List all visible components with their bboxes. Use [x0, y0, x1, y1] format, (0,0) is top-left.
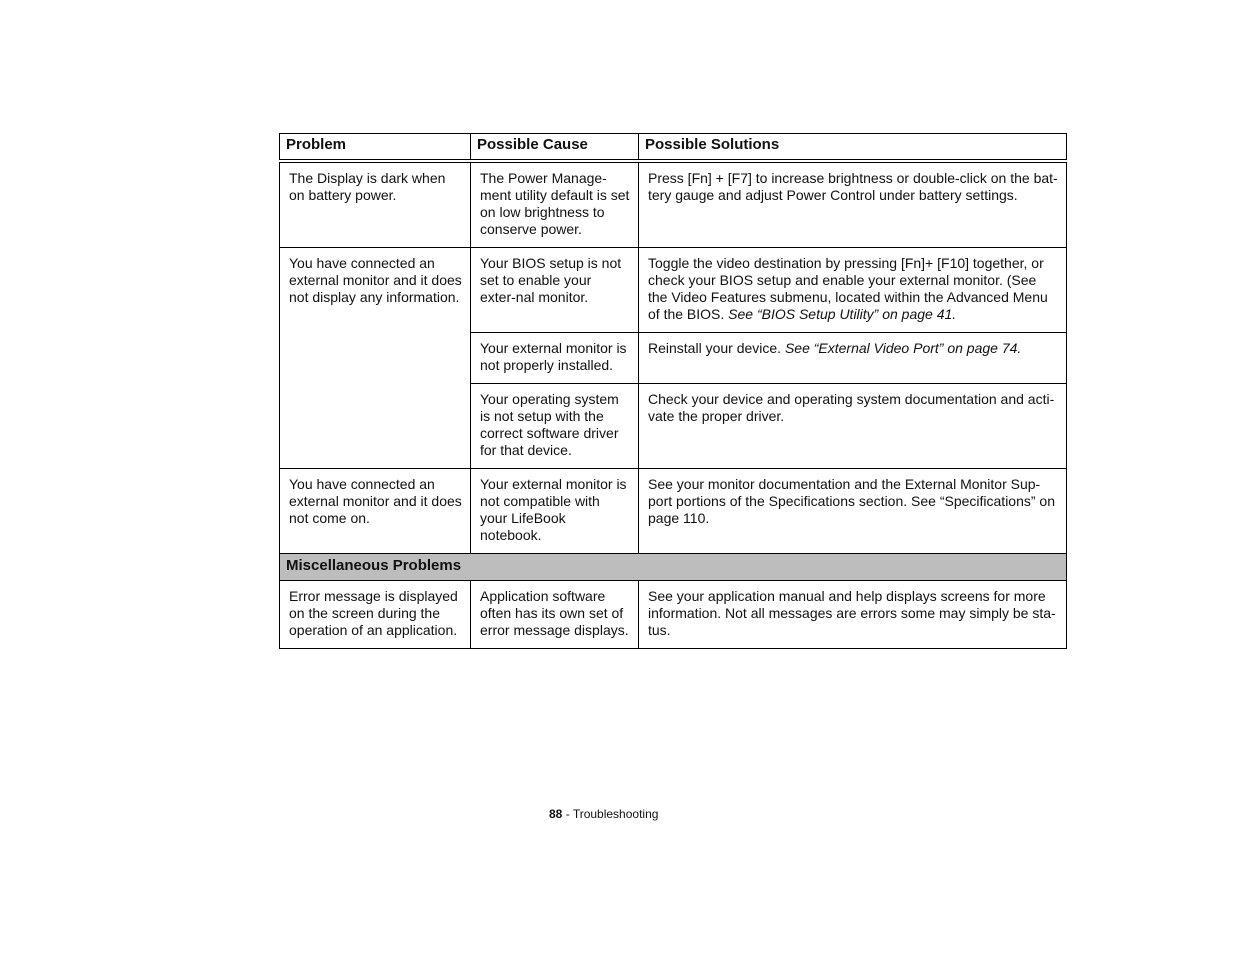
- page-footer: [549, 807, 658, 821]
- cause-cell: Your BIOS setup is not set to enable your exter-nal monitor.: [471, 248, 639, 333]
- solution-text: Reinstall your device.: [648, 340, 782, 356]
- solution-cell: See your application manual and help displays screens for more information. Not all messages are errors some may simply be sta-tus.: [639, 581, 1067, 649]
- cause-cell: Your operating system is not setup with the correct software driver for that device.: [471, 384, 639, 469]
- footer-separator: -: [562, 807, 573, 821]
- cause-cell: Your external monitor is not properly installed.: [471, 333, 639, 384]
- solution-cell: [639, 248, 1067, 333]
- table-header-row: [280, 134, 1067, 162]
- troubleshooting-table: [279, 133, 1067, 649]
- solution-reference: See “External Video Port” on page 74.: [784, 340, 1022, 356]
- solution-cell: See your monitor documentation and the External Monitor Sup-port portions of the Specifications section. See “Specifications” on page 110.: [639, 469, 1067, 554]
- table-row: [280, 469, 1067, 554]
- solution-text: Toggle the video destination by pressing [Fn]+ [F10] together, or check your BIOS setup and enable your external monitor. (See the Video Features submenu, located within the Advanced Menu of the BIOS.: [648, 255, 1048, 322]
- problem-cell: You have connected an external monitor and it does not display any information.: [280, 248, 471, 469]
- section-title: Miscellaneous Problems: [280, 554, 1067, 581]
- cause-cell: Application software often has its own set of error message displays.: [471, 581, 639, 649]
- problem-cell: Error message is displayed on the screen during the operation of an application.: [280, 581, 471, 649]
- cause-cell: The Power Manage-ment utility default is set on low brightness to conserve power.: [471, 161, 639, 248]
- solution-cell: Press [Fn] + [F7] to increase brightness or double-click on the bat-tery gauge and adjust Power Control under battery settings.: [639, 161, 1067, 248]
- problem-cell: You have connected an external monitor and it does not come on.: [280, 469, 471, 554]
- solution-cell: Check your device and operating system documentation and acti-vate the proper driver.: [639, 384, 1067, 469]
- solution-cell: [639, 333, 1067, 384]
- problem-cell: The Display is dark when on battery power.: [280, 161, 471, 248]
- section-header-row: [280, 554, 1067, 581]
- table-row: [280, 161, 1067, 248]
- header-possible-solutions: Possible Solutions: [639, 134, 1067, 162]
- table-row: [280, 248, 1067, 333]
- page-number: 88: [549, 807, 563, 821]
- table-row: [280, 581, 1067, 649]
- cause-cell: Your external monitor is not compatible with your LifeBook notebook.: [471, 469, 639, 554]
- header-problem: Problem: [280, 134, 471, 162]
- header-possible-cause: Possible Cause: [471, 134, 639, 162]
- footer-section-name: Troubleshooting: [572, 807, 659, 821]
- solution-reference: See “BIOS Setup Utility” on page 41.: [728, 306, 957, 322]
